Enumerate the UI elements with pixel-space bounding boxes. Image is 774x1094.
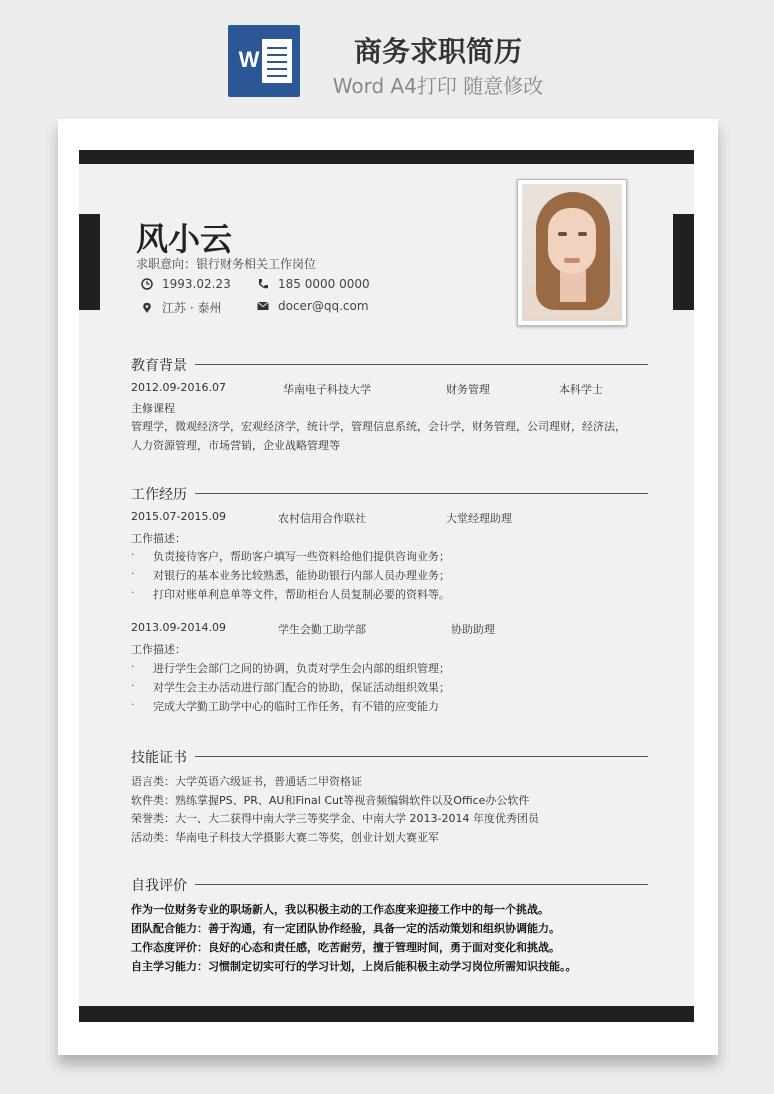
word-logo-icon [228, 25, 300, 97]
phone-icon [256, 277, 270, 291]
job-org: 农村信用合作联社 [278, 512, 366, 525]
word-letter: W [238, 47, 260, 72]
bullet-dot: · [131, 698, 135, 711]
email-value: docer@qq.com [278, 299, 369, 313]
courses-line: 管理学，微观经济学，宏观经济学，统计学，管理信息系统，会计学，财务管理，公司理财，经济法， [131, 420, 626, 433]
page-subtitle: Word A4打印 随意修改 [332, 74, 544, 98]
phone [256, 277, 370, 291]
clock-icon [140, 277, 154, 291]
job-item: 负责接待客户，帮助客户填写一些资料给他们提供咨询业务； [153, 550, 450, 563]
job-org: 学生会勤工助学部 [278, 623, 366, 636]
location-pin-icon [140, 301, 154, 315]
candidate-name: 风小云 [136, 220, 233, 258]
location [140, 299, 221, 316]
job-item: 对银行的基本业务比较熟悉，能协助银行内部人员办理业务； [153, 569, 450, 582]
job-item: 进行学生会部门之间的协调，负责对学生会内部的组织管理； [153, 662, 450, 675]
bullet-dot: · [131, 567, 135, 580]
job-desc-label: 工作描述： [131, 532, 186, 545]
job-item: 打印对账单利息单等文件，帮助柜台人员复制必要的资料等。 [153, 588, 450, 601]
self-eval-line: 工作态度评价：良好的心态和责任感，吃苦耐劳，擅于管理时间，勇于面对变化和挑战。 [131, 941, 560, 954]
location-value: 江苏 · 泰州 [162, 301, 222, 315]
skill-line: 荣誉类：大一、大二获得中南大学三等奖学金、中南大学 2013-2014 年度优秀团员 [131, 812, 539, 825]
bullet-dot: · [131, 548, 135, 561]
job-period: 2015.07-2015.09 [131, 510, 226, 523]
bullet-dot: · [131, 679, 135, 692]
self-eval-line: 作为一位财务专业的职场新人，我以积极主动的工作态度来迎接工作中的每一个挑战。 [131, 903, 549, 916]
skill-line: 软件类：熟练掌握PS、PR、AU和Final Cut等视音频编辑软件以及Office办公软件 [131, 794, 530, 807]
skill-line: 语言类：大学英语六级证书，普通话二甲资格证 [131, 775, 362, 788]
bullet-dot: · [131, 586, 135, 599]
education-period: 2012.09-2016.07 [131, 381, 226, 394]
section-divider [131, 884, 648, 885]
job-item: 完成大学勤工助学中心的临时工作任务，有不错的应变能力 [153, 700, 439, 713]
job-intent: 求职意向：银行财务相关工作岗位 [136, 257, 317, 271]
document-icon [262, 39, 292, 83]
self-eval-line: 团队配合能力：善于沟通，有一定团队协作经验，具备一定的活动策划和组织协调能力。 [131, 922, 560, 935]
email [256, 299, 369, 313]
self-eval-title: 自我评价 [131, 875, 195, 895]
job-item: 对学生会主办活动进行部门配合的协助，保证活动组织效果； [153, 681, 450, 694]
resume-paper [58, 119, 718, 1055]
birth-date [140, 277, 231, 291]
section-divider [131, 756, 648, 757]
education-degree: 本科学士 [559, 383, 603, 396]
work-title: 工作经历 [131, 484, 195, 504]
resume-sheet [79, 150, 694, 1022]
education-major: 财务管理 [446, 383, 490, 396]
job-desc-label: 工作描述： [131, 643, 186, 656]
phone-value: 185 0000 0000 [278, 277, 370, 291]
page-title: 商务求职简历 [353, 35, 522, 68]
job-role: 协助助理 [451, 623, 495, 636]
birth-value: 1993.02.23 [162, 277, 231, 291]
right-accent-bar [673, 214, 694, 310]
education-school: 华南电子科技大学 [283, 383, 371, 396]
bottom-bar [79, 1006, 694, 1022]
courses-line: 人力资源管理，市场营销，企业战略管理等 [131, 439, 340, 452]
self-eval-line: 自主学习能力：习惯制定切实可行的学习计划，上岗后能积极主动学习岗位所需知识技能。。 [131, 960, 577, 973]
profile-photo [517, 179, 627, 326]
job-period: 2013.09-2014.09 [131, 621, 226, 634]
courses-label: 主修课程 [131, 402, 175, 415]
section-divider [131, 493, 648, 494]
top-bar [79, 150, 694, 164]
page-header [0, 0, 774, 118]
skills-title: 技能证书 [131, 747, 195, 767]
left-accent-bar [79, 214, 100, 310]
bullet-dot: · [131, 660, 135, 673]
skill-line: 活动类：华南电子科技大学摄影大赛二等奖，创业计划大赛亚军 [131, 831, 439, 844]
job-role: 大堂经理助理 [446, 512, 512, 525]
section-divider [131, 364, 648, 365]
education-title: 教育背景 [131, 355, 195, 375]
mail-icon [256, 299, 270, 313]
